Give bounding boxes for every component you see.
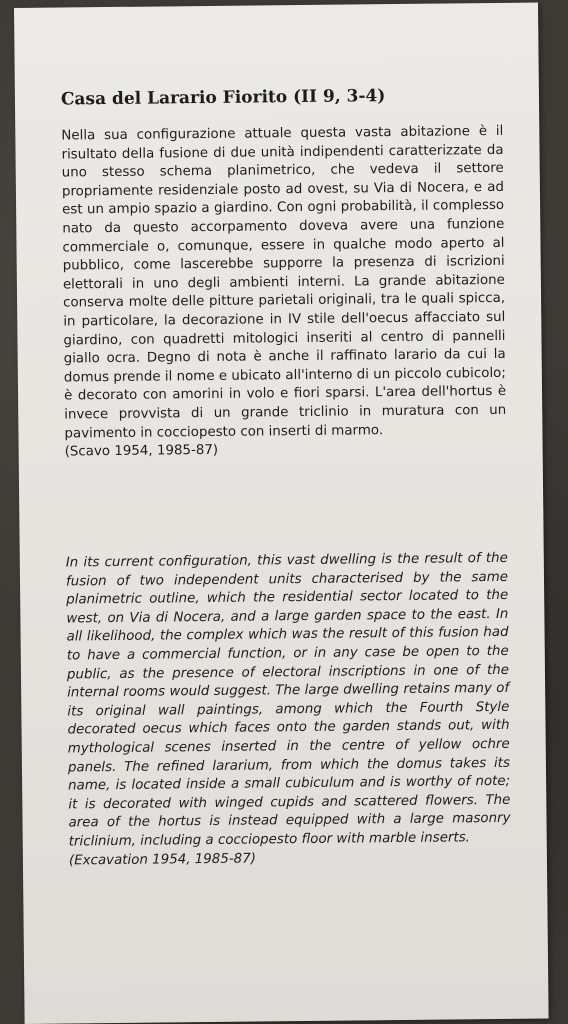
english-text-block bbox=[66, 550, 511, 871]
english-citation: (Excavation 1954, 1985-87) bbox=[68, 851, 256, 868]
italian-body: Nella sua configurazione attuale questa vasta abitazione è il risultato della fusione di due unità indipendenti caratterizzate da uno stesso schema planimetrico, che vedeva il settore propriamente residenziale posto ad ovest, su Via di Nocera, e ad est un ampio spazio a giardino. Con ogni probabilità, il complesso nato da questo accorpamento doveva avere una funzione commerciale o, comunque, essere in qualche modo aperto al pubblico, come lascerebbe supporre la presenza di iscrizioni elettorali in uno degli ambienti interni. La grande abitazione conserva molte delle pitture parietali originali, tra le quali spicca, in particolare, la decorazione in IV stile dell'oecus affacciato sul giardino, con quadretti mitologici inseriti al centro di pannelli giallo ocra. Degno di nota è anche il raffinato larario da cui la domus prende il nome e ubicato all'interno di un piccolo cubicolo; è decorato con amorini in volo e fiori sparsi. L'area dell'hortus è invece provvista di un grande triclinio in muratura con un pavimento in cocciopesto con inserti di marmo. bbox=[61, 123, 507, 441]
english-body: In its current configuration, this vast dwelling is the result of the fusion of two independent units characterised by the same planimetric outline, which the residential sector located to the west, on Via di Nocera, and a large garden space to the east. In all likelihood, the complex which was the result of this fusion had to have a commercial function, or in any case be open to the public, as the presence of electoral inscriptions in one of the internal rooms would suggest. The large dwelling retains many of its original wall paintings, among which the Fourth Style decorated oecus which faces onto the garden stands out, with mythological scenes inserted in the centre of yellow ochre panels. The refined lararium, from which the domus takes its name, is located inside a small cubiculum and is worthy of note; it is decorated with winged cupids and scattered flowers. The area of the hortus is instead equipped with a large masonry triclinium, including a cocciopesto floor with marble inserts. bbox=[65, 550, 511, 850]
info-sign-panel bbox=[14, 3, 549, 1024]
italian-text-block bbox=[61, 123, 506, 462]
italian-citation: (Scavo 1954, 1985-87) bbox=[64, 442, 219, 460]
sign-title: Casa del Larario Fiorito (II 9, 3-4) bbox=[60, 86, 386, 110]
